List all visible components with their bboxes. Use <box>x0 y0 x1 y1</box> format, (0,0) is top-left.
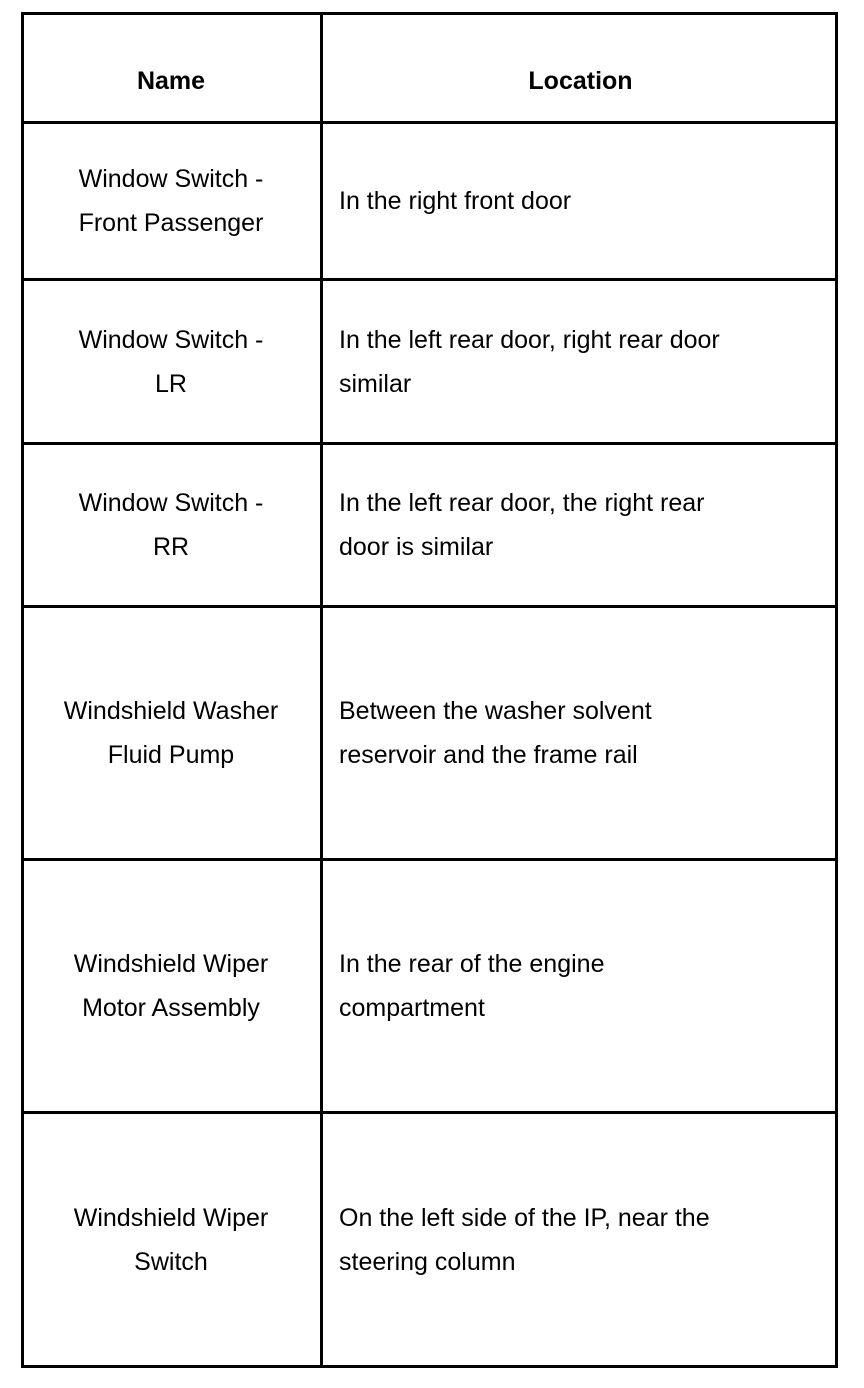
name-text: Window Switch - RR <box>78 489 264 561</box>
location-text: Between the washer solvent reservoir and the frame rail <box>339 697 652 769</box>
location-text: In the rear of the engine compartment <box>339 950 605 1022</box>
table-row <box>21 445 838 605</box>
name-cell <box>21 281 321 442</box>
name-text: Windshield Wiper Motor Assembly <box>73 950 269 1022</box>
table-row <box>21 861 838 1111</box>
name-text: Windshield Washer Fluid Pump <box>63 697 279 769</box>
component-location-table <box>21 12 838 1368</box>
name-cell <box>21 445 321 605</box>
location-cell <box>323 861 823 1111</box>
location-text: In the left rear door, the right rear door is similar <box>339 489 705 561</box>
name-cell <box>21 861 321 1111</box>
table-border-bottom <box>21 1365 838 1368</box>
table-row <box>21 1114 838 1365</box>
location-text: In the left rear door, right rear door similar <box>339 325 720 398</box>
header-row <box>21 15 838 121</box>
name-text: Window Switch - Front Passenger <box>78 165 264 237</box>
location-cell <box>323 281 823 442</box>
name-text: Window Switch - LR <box>78 325 264 398</box>
table-row <box>21 608 838 858</box>
name-cell <box>21 608 321 858</box>
location-cell <box>323 608 823 858</box>
location-text: In the right front door <box>339 187 572 215</box>
location-cell <box>323 124 823 278</box>
name-text: Windshield Wiper Switch <box>73 1203 269 1276</box>
name-cell <box>21 1114 321 1365</box>
location-cell <box>323 445 823 605</box>
header-name <box>21 15 321 121</box>
header-location <box>323 15 838 121</box>
name-cell <box>21 124 321 278</box>
table-row <box>21 124 838 278</box>
location-cell <box>323 1114 823 1365</box>
header-name-label: Name <box>136 67 206 95</box>
location-text: On the left side of the IP, near the steering column <box>339 1203 710 1276</box>
table-row <box>21 281 838 442</box>
header-location-label: Location <box>528 67 633 95</box>
